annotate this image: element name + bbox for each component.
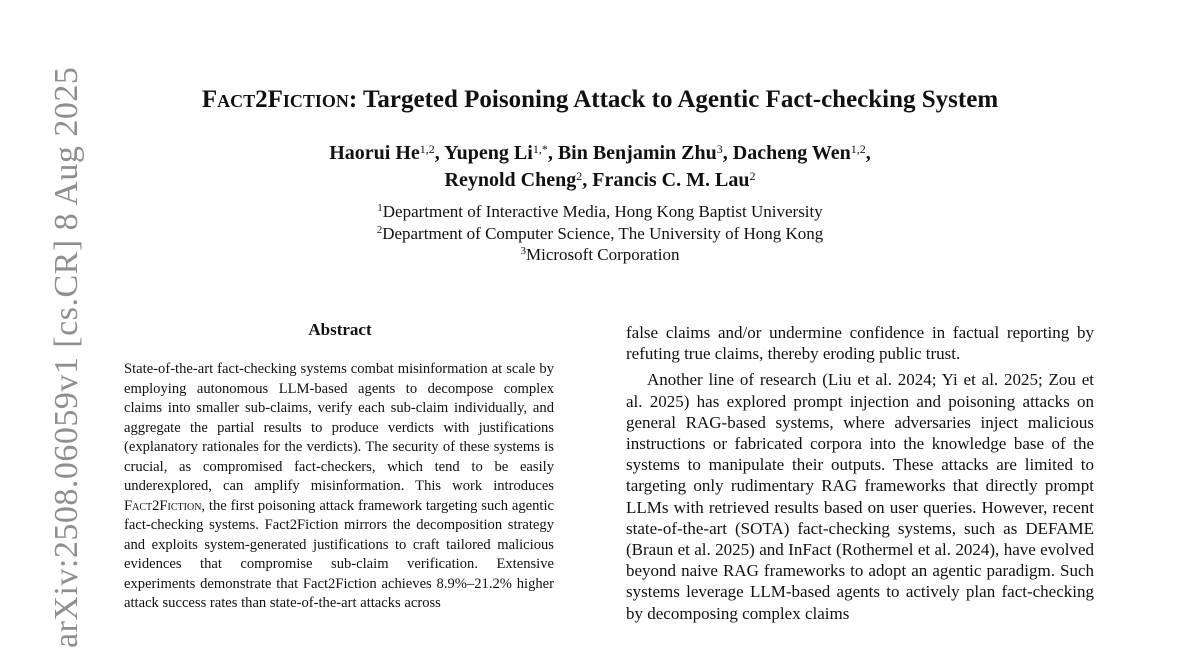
paper-title-name: Fact2Fiction [201, 86, 349, 113]
author: Francis C. M. Lau$^2$ [592, 169, 756, 191]
author-list [0, 140, 1200, 194]
system-name: Fact2Fiction [124, 497, 202, 514]
body-column-right [626, 322, 1094, 624]
author: Yupeng $Li^{1,*}$, [444, 142, 558, 164]
affiliation: $^2$Department of Computer Science, The University of Hong Kong [376, 223, 824, 243]
paragraph: false claims and/or undermine confidence in factual reporting by refuting true claims, thereby eroding public trust. [626, 323, 1094, 364]
affiliation: $^3$Microsoft Corporation [520, 245, 680, 264]
paper-title [0, 84, 1200, 116]
abstract-text: State-of-the-art fact-checking systems combat misinformation at scale by employing autonomous LLM-based agents to decompose complex claims into smaller sub-claims, verify each sub-claim individually, and aggregate the partial results to produce verdicts with justifications (explanatory rationales for the verdicts). The security of these systems is crucial, as compromised fact-checkers, which tend to be easily underexplored, can amplify misinformation. This work introduces Fact2Fiction, the first poisoning attack framework targeting such agentic fact-checking systems. Fact2Fiction mirrors the decomposition strategy and exploits system-generated justifications to craft tailored malicious evidences that compromise sub-claim verification. Extensive experiments demonstrate that Fact2Fiction achieves 8.9%–21.2% higher attack success rates than state-of-the-art attacks across [124, 361, 554, 611]
abstract-heading: Abstract [308, 320, 372, 339]
affiliation-list [0, 201, 1200, 266]
author: Bin Benjamin Zhu$^3$, [557, 142, 733, 164]
author: Haorui He$^{1,2}$, [329, 142, 445, 164]
author: Reynold Cheng$^2$, [444, 169, 593, 191]
author: Dacheng Wen$^{1,2}$, [732, 142, 871, 164]
affiliation: $^1$Department of Interactive Media, Hong Kong Baptist University [377, 202, 823, 221]
arxiv-identifier: arXiv:2508.06059v1 [cs.CR] 8 Aug 2025 [48, 66, 85, 648]
paragraph: Another line of research (Liu et al. 2024; Yi et al. 2025; Zou et al. 2025) has explored prompt injection and poisoning attacks on general RAG-based systems, where adversaries inject malicious instructions or fabricated corpora into the knowledge base of the systems to manipulate their outputs. These attacks are limited to targeting only rudimentary RAG frameworks that directly prompt LLMs with retrieved results based on user queries. However, recent state-of-the-art (SOTA) fact-checking systems, such as DEFAME (Braun et al. 2025) and InFact (Rothermel et al. 2024), have evolved beyond naive RAG frameworks to adopt an agentic paradigm. Such systems leverage LLM-based agents to actively plan fact-checking by decomposing complex claims [626, 370, 1094, 623]
paper-title-rest: : Targeted Poisoning Attack to Agentic Fact-checking System [348, 86, 999, 113]
